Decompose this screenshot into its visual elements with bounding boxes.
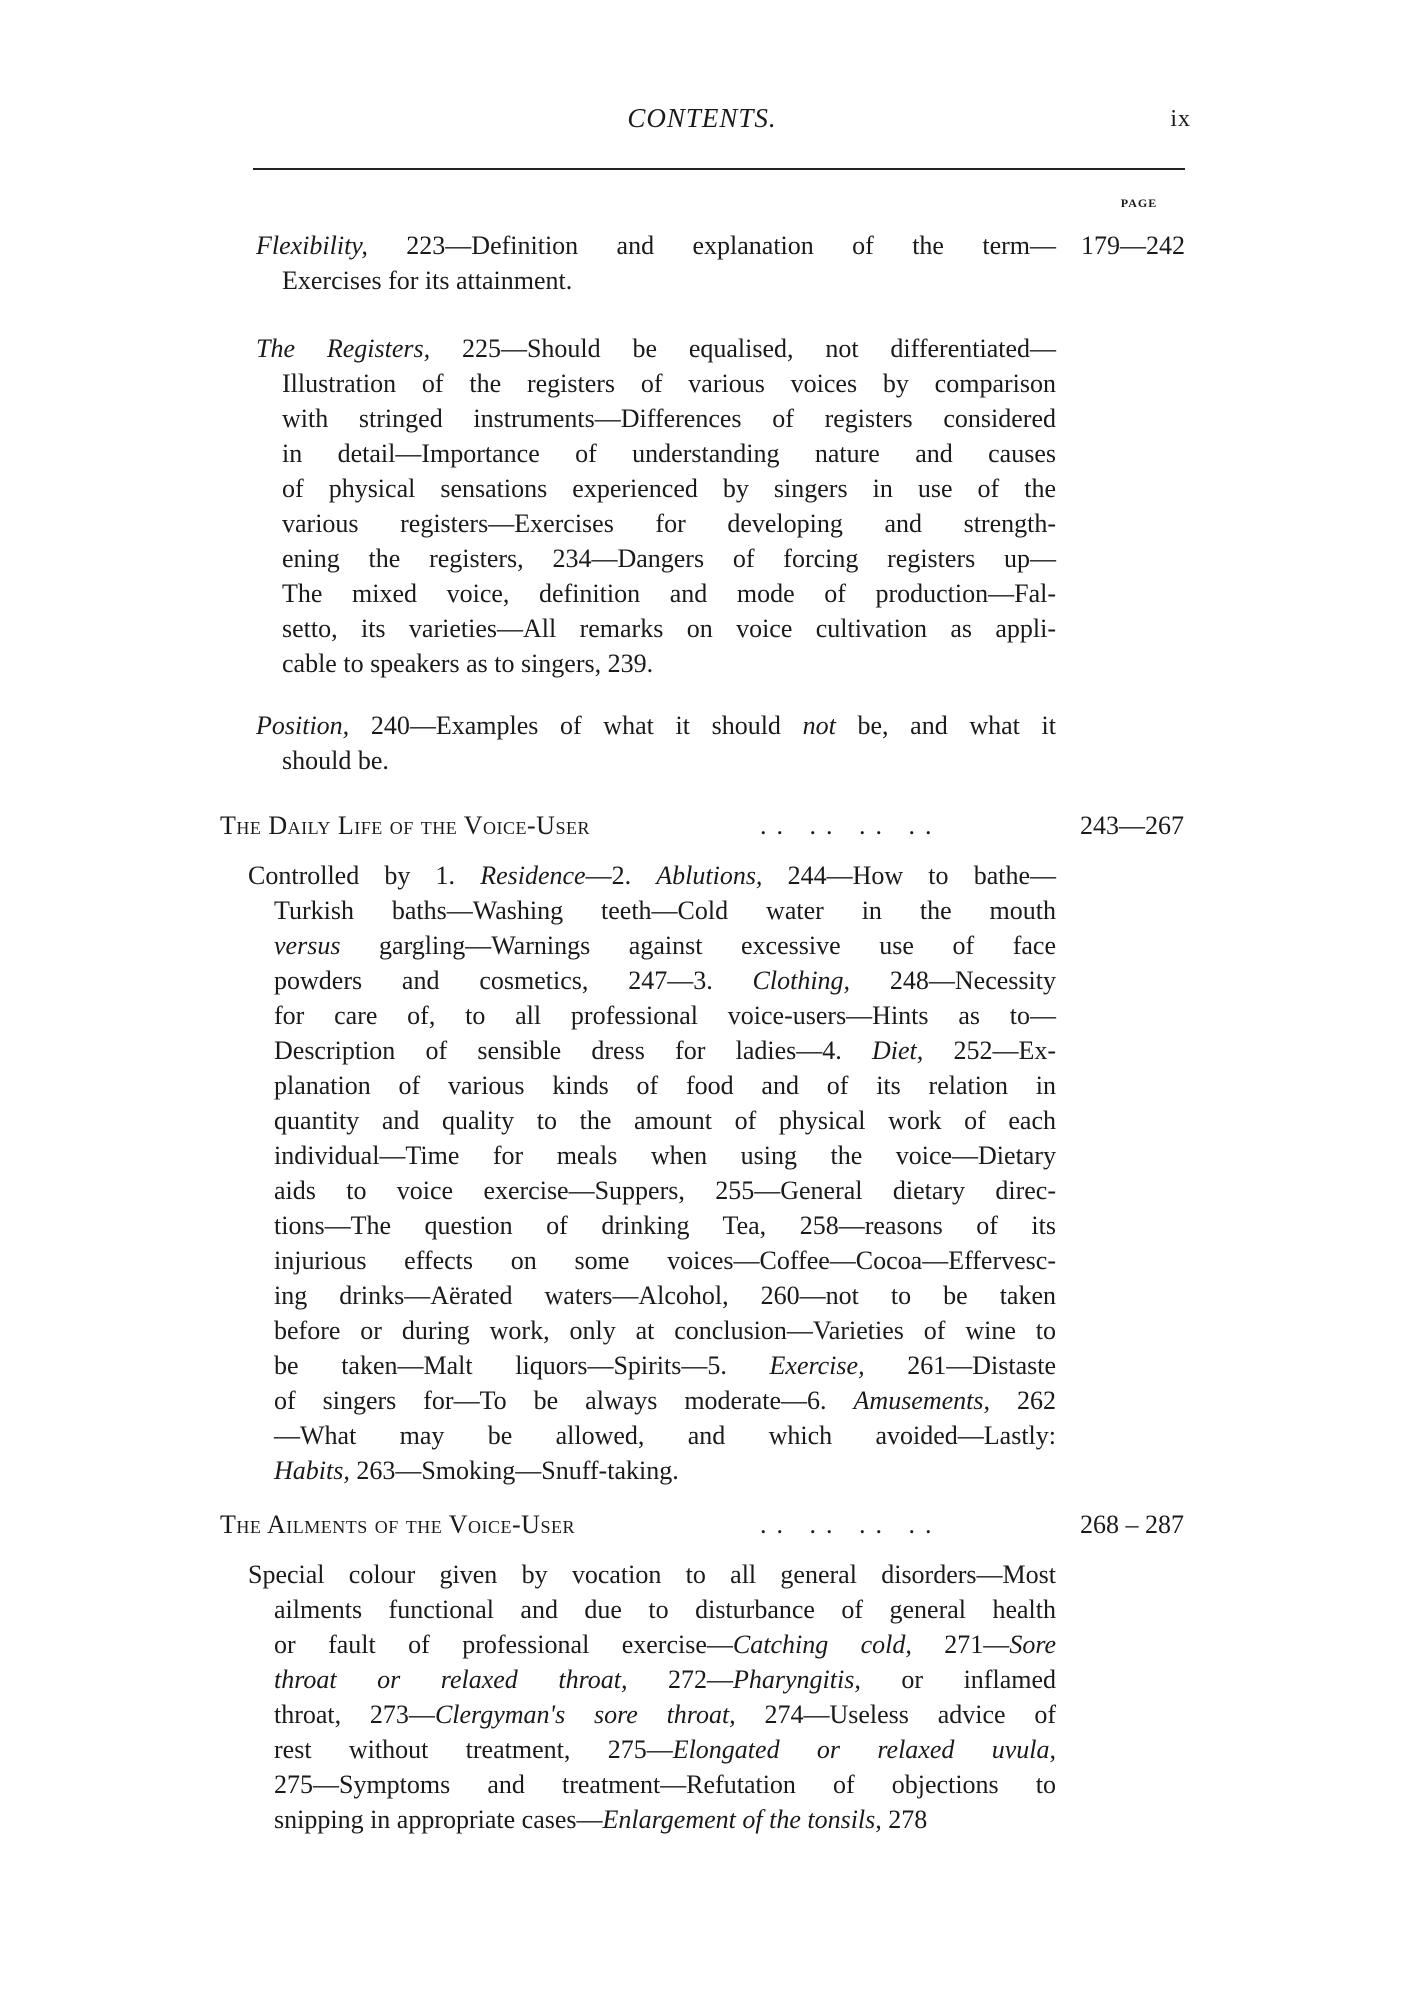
text-line: ing drinks—Aërated waters—Alcohol, 260—not to be taken bbox=[274, 1281, 1056, 1310]
text-line: setto, its varieties—All remarks on voice cultivation as appli- bbox=[282, 614, 1056, 643]
running-title: CONTENTS. bbox=[627, 103, 777, 133]
text-line: of singers for—To be always moderate—6. Amusements, 262 bbox=[274, 1386, 1056, 1415]
entry-text bbox=[256, 228, 1056, 298]
section-ailments bbox=[220, 1507, 1180, 1542]
page-number: ix bbox=[1170, 106, 1191, 132]
leader-dots: .. .. .. .. bbox=[760, 1510, 942, 1539]
text-line: individual—Time for meals when using the voice—Dietary bbox=[274, 1141, 1056, 1170]
text-line: for care of, to all professional voice-users—Hints as to— bbox=[274, 1001, 1056, 1030]
text-line: planation of various kinds of food and of its relation in bbox=[274, 1071, 1056, 1100]
text-line: versus gargling—Warnings against excessive use of face bbox=[274, 931, 1056, 960]
text-line: Position, 240—Examples of what it should not be, and what it bbox=[256, 711, 1056, 740]
leader-dots: .. .. .. .. bbox=[760, 811, 942, 840]
text-line: The mixed voice, definition and mode of production—Fal- bbox=[282, 579, 1056, 608]
text-line: Special colour given by vocation to all general disorders—Most bbox=[248, 1560, 1056, 1589]
section-title: The Ailments of the Voice-User bbox=[220, 1510, 575, 1539]
text-line: rest without treatment, 275—Elongated or relaxed uvula, bbox=[274, 1735, 1056, 1764]
text-line: of physical sensations experienced by singers in use of the bbox=[282, 474, 1056, 503]
entry-text bbox=[256, 331, 1056, 681]
header-rule bbox=[253, 168, 1185, 170]
text-line: with stringed instruments—Differences of registers considered bbox=[282, 404, 1056, 433]
text-line: throat or relaxed throat, 272—Pharyngitis, or inflamed bbox=[274, 1665, 1056, 1694]
text-line: be taken—Malt liquors—Spirits—5. Exercise, 261—Distaste bbox=[274, 1351, 1056, 1380]
section-text bbox=[248, 858, 1056, 1488]
text-line: before or during work, only at conclusion—Varieties of wine to bbox=[274, 1316, 1056, 1345]
text-line: —What may be allowed, and which avoided—Lastly: bbox=[274, 1421, 1056, 1450]
text-line: in detail—Importance of understanding nature and causes bbox=[282, 439, 1056, 468]
text-line: throat, 273—Clergyman's sore throat, 274—Useless advice of bbox=[274, 1700, 1056, 1729]
page-column-label: PAGE bbox=[1120, 196, 1158, 210]
text-line: Description of sensible dress for ladies—4. Diet, 252—Ex- bbox=[274, 1036, 1056, 1065]
section-title: The Daily Life of the Voice-User bbox=[220, 811, 590, 840]
text-line: snipping in appropriate cases—Enlargement of the tonsils, 278 bbox=[274, 1805, 928, 1834]
text-line: 275—Symptoms and treatment—Refutation of objections to bbox=[274, 1770, 1056, 1799]
text-line: Controlled by 1. Residence—2. Ablutions, 244—How to bathe— bbox=[248, 861, 1056, 890]
section-text bbox=[248, 1557, 1056, 1837]
text-line: various registers—Exercises for developing and strength- bbox=[282, 509, 1056, 538]
entry-page-range: 179—242 bbox=[1081, 231, 1185, 260]
text-line: powders and cosmetics, 247—3. Clothing, 248—Necessity bbox=[274, 966, 1056, 995]
text-line: should be. bbox=[282, 746, 389, 775]
section-page-range: 268 – 287 bbox=[1080, 1510, 1184, 1539]
text-line: tions—The question of drinking Tea, 258—reasons of its bbox=[274, 1211, 1056, 1240]
text-line: Flexibility, 223—Definition and explanation of the term— bbox=[256, 231, 1056, 260]
text-line: Illustration of the registers of various voices by comparison bbox=[282, 369, 1056, 398]
text-line: or fault of professional exercise—Catching cold, 271—Sore bbox=[274, 1630, 1057, 1659]
text-line: Turkish baths—Washing teeth—Cold water in the mouth bbox=[274, 896, 1056, 925]
text-line: ening the registers, 234—Dangers of forcing registers up— bbox=[282, 544, 1056, 573]
running-head bbox=[0, 103, 1404, 143]
text-line: Exercises for its attainment. bbox=[282, 266, 573, 295]
text-line: cable to speakers as to singers, 239. bbox=[282, 649, 654, 678]
text-line: ailments functional and due to disturbance of general health bbox=[274, 1595, 1056, 1624]
section-daily-life bbox=[220, 808, 1180, 843]
section-page-range: 243—267 bbox=[1080, 811, 1184, 840]
entry-text bbox=[256, 708, 1056, 778]
text-line: aids to voice exercise—Suppers, 255—General dietary direc- bbox=[274, 1176, 1056, 1205]
text-line: The Registers, 225—Should be equalised, not differentiated— bbox=[256, 334, 1056, 363]
text-line: injurious effects on some voices—Coffee—Cocoa—Effervesc- bbox=[274, 1246, 1056, 1275]
text-line: quantity and quality to the amount of physical work of each bbox=[274, 1106, 1056, 1135]
text-line: Habits, 263—Smoking—Snuff-taking. bbox=[274, 1456, 679, 1485]
